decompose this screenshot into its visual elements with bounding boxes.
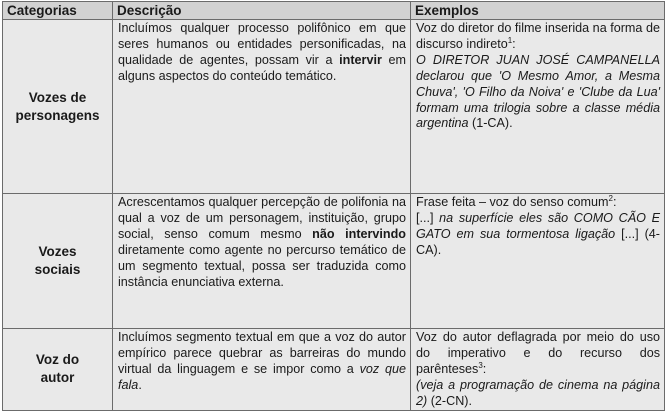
header-descricao: Descrição <box>113 2 411 20</box>
example-cell: Voz do autor deflagrada por meio do uso do imperativo e do recurso dos parênteses$^3$: (veja a programação de cinema na página 2) (2-CN). <box>411 329 665 411</box>
example-cell: Voz do diretor do filme inserida na forma de discurso indireto$^1$: O DIRETOR JUAN JOSÉ CAMPANELLA declarou que 'O Mesmo Amor, a Mesma Chuva', 'O Filho da Noiva' e 'Clube da Lua' formam uma trilogia sobre a classe média argentina (1-CA). <box>411 20 665 194</box>
categories-table <box>2 1 665 411</box>
example-cell: Frase feita – voz do senso comum$^2$: [...] na superfície eles são COMO CÃO E GATO em sua tormentosa ligação [...] (4-CA). <box>411 194 665 329</box>
description-cell: Incluímos segmento textual em que a voz do autor empírico parece quebrar as barreiras do mundo virtual da linguagem e se impor como a voz que fala. <box>113 329 411 411</box>
description-cell: Acrescentamos qualquer percepção de polifonia na qual a voz de um personagem, instituição, grupo social, senso comum mesmo não intervindo diretamente como agente no percurso temático de um segmento textual, possa ser traduzida como instância enunciativa externa. <box>113 194 411 329</box>
table-row <box>3 329 665 411</box>
table-row <box>3 194 665 329</box>
category-cell: Voz do autor <box>3 329 113 411</box>
header-categorias: Categorias <box>3 2 113 20</box>
category-cell: Vozes de personagens <box>3 20 113 194</box>
table-row <box>3 20 665 194</box>
header-exemplos: Exemplos <box>411 2 665 20</box>
category-cell: Vozes sociais <box>3 194 113 329</box>
description-cell: Incluímos qualquer processo polifônico em que seres humanos ou entidades personificadas, na qualidade de agentes, possam vir a intervir em alguns aspectos do conteúdo temático. <box>113 20 411 194</box>
table-header-row <box>3 2 665 20</box>
